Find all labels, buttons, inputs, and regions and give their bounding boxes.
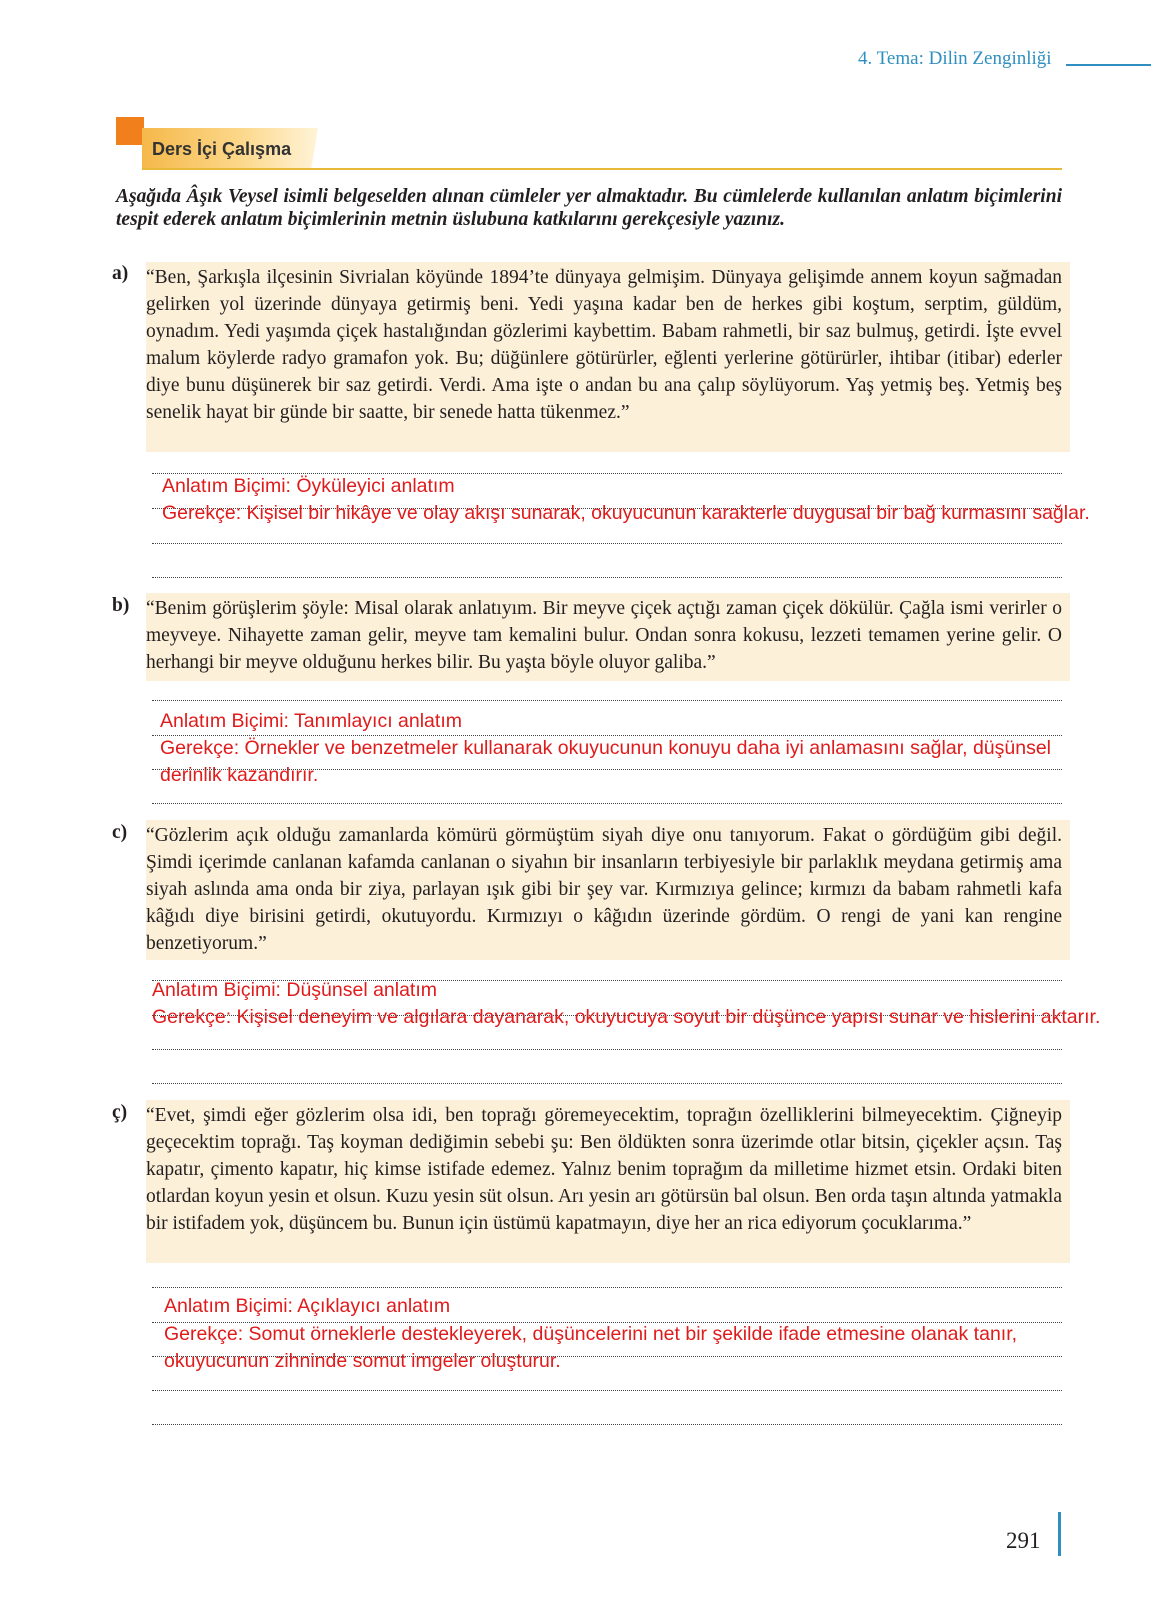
answer-line[interactable] — [152, 803, 1062, 804]
chapter-title: 4. Tema: Dilin Zenginliği — [858, 48, 1052, 69]
quote-box-b: “Benim görüşlerim şöyle: Misal olarak anlatıyım. Bir meyve çiçek açtığı zaman çiçek dökülür. Çağla ismi verirler o meyveye. Nihayette zaman gelir, meyve tam kemalini bulur. Ondan sonra kokusu, lezzeti temamen yerine gelir. O herhangi bir meyve olduğunu herkes bilir. Bu yaşta böyle oluyor galiba.” — [146, 593, 1070, 681]
answer-line[interactable] — [152, 700, 1062, 701]
item-letter-c: c) — [112, 822, 128, 843]
header-rule — [1066, 64, 1151, 66]
answer-line[interactable] — [152, 1083, 1062, 1084]
item-letter-a: a) — [112, 263, 129, 284]
answer-reason-c: Gerekçe: Kişisel deneyim ve algılara dayanarak, okuyucuya soyut bir düşünce yapısı sunar ve hislerini aktarır. — [152, 1006, 1101, 1028]
item-letter-c-cedilla: ç) — [112, 1102, 128, 1123]
answer-line[interactable] — [152, 1390, 1062, 1391]
page-number-bar — [1058, 1512, 1061, 1556]
item-letter-b: b) — [112, 595, 130, 616]
quote-box-a: “Ben, Şarkışla ilçesinin Sivrialan köyünde 1894’te dünyaya gelmişim. Dünyaya gelişimde annem koyun sağmadan gelirken yol üzerinde dünyaya getirmiş beni. Yedi yaşına kadar ben de herkes gibi koştum, serptim, güldüm, oynadım. Yedi yaşımda çiçek hastalığından gözlerimi kaybettim. Babam rahmetli, bir saz bulmuş, getirdi. İşte evvel malum köylerde radyo gramafon yok. Bu; düğünlere götürürler, eğlenti yerlerine götürürler, ihtibar (itibar) ederler diye bunu düşünerek bir saz getirdi. Verdi. Ama işte o andan bu ana çalıp söylüyorum. Yaş yetmiş beş. Yetmiş beş senelik hayat bir günde bir saatte, bir senede hatta tükenmez.” — [146, 262, 1070, 452]
answer-style-a: Anlatım Biçimi: Öyküleyici anlatım — [162, 475, 455, 497]
quote-box-c-cedilla: “Evet, şimdi eğer gözlerim olsa idi, ben toprağı göremeyecektim, toprağın özelliklerini bilmeyecektim. Çiğneyip geçecektim toprağı. Taş koyman dediğimin sebebi şu: Ben öldükten sonra üzerimde otlar bitsin, çiçekler açsın. Taş kapatır, çimento kapatır, hiç kimse istifade edemez. Yalnız benim toprağım da milletime hizmet etsin. Ordaki biten otlardan koyun yesin et olsun. Kuzu yesin süt olsun. Arı yesin arı götürsün bal olsun. Ben orda taşın altında yatmakla bir istifadem yok, düşüncem bu. Bunun için üstümü kapatmayın, diye her an rica ediyorum çocuklarıma.” — [146, 1100, 1070, 1263]
section-marker-square — [116, 117, 144, 145]
section-label: Ders İçi Çalışma — [152, 139, 292, 159]
answer-style-c-cedilla: Anlatım Biçimi: Açıklayıcı anlatım — [164, 1295, 451, 1317]
answer-style-b: Anlatım Biçimi: Tanımlayıcı anlatım — [160, 710, 462, 732]
answer-reason-b: Gerekçe: Örnekler ve benzetmeler kullanarak okuyucunun konuyu daha iyi anlamasını sağlar, düşünsel derinlik kazandırır. — [160, 737, 1052, 786]
instructions-text: Aşağıda Âşık Veysel isimli belgeselden alınan cümleler yer almaktadır. Bu cümlelerde kullanılan anlatım biçimlerini tespit ederek anlatım biçimlerinin metnin üslubuna katkılarını gerekçesiyle yazınız. — [116, 186, 1062, 230]
answer-style-c: Anlatım Biçimi: Düşünsel anlatım — [152, 979, 438, 1001]
answer-reason-c-cedilla: Gerekçe: Somut örneklerle destekleyerek, düşüncelerini net bir şekilde ifade etmesine olanak tanır, okuyucunun zihninde somut imgeler oluşturur. — [164, 1323, 1018, 1372]
answer-line[interactable] — [152, 769, 1062, 770]
answer-line[interactable] — [152, 1356, 1062, 1357]
answer-reason-a: Gerekçe: Kişisel bir hikâye ve olay akışı sunarak, okuyucunun karakterle duygusal bir bağ kurmasını sağlar. — [162, 502, 1090, 524]
answer-line[interactable] — [152, 577, 1062, 578]
answer-line[interactable] — [152, 1424, 1062, 1425]
answer-line[interactable] — [152, 1287, 1062, 1288]
section-rule — [142, 168, 1062, 170]
answer-line[interactable] — [152, 543, 1062, 544]
page-number: 291 — [1006, 1528, 1041, 1553]
answer-line[interactable] — [152, 1049, 1062, 1050]
quote-box-c: “Gözlerim açık olduğu zamanlarda kömürü görmüştüm siyah diye onu tanıyorum. Fakat o gördüğüm gibi değil. Şimdi içerimde canlanan kafamda canlanan o siyahın bir insanların terbiyesiyle bir parlaklık meydana getirmiş ama siyah aslında ama onda bir ziya, parlayan ışık gibi bir şey var. Kırmızıya gelince; kırmızı da babam rahmetli kafa kâğıdı diye birisini getirdi, okutuyordu. Kırmızıyı o kâğıdın üzerinde gördüm. O rengi de yani kan rengine benzetiyorum.” — [146, 820, 1070, 960]
